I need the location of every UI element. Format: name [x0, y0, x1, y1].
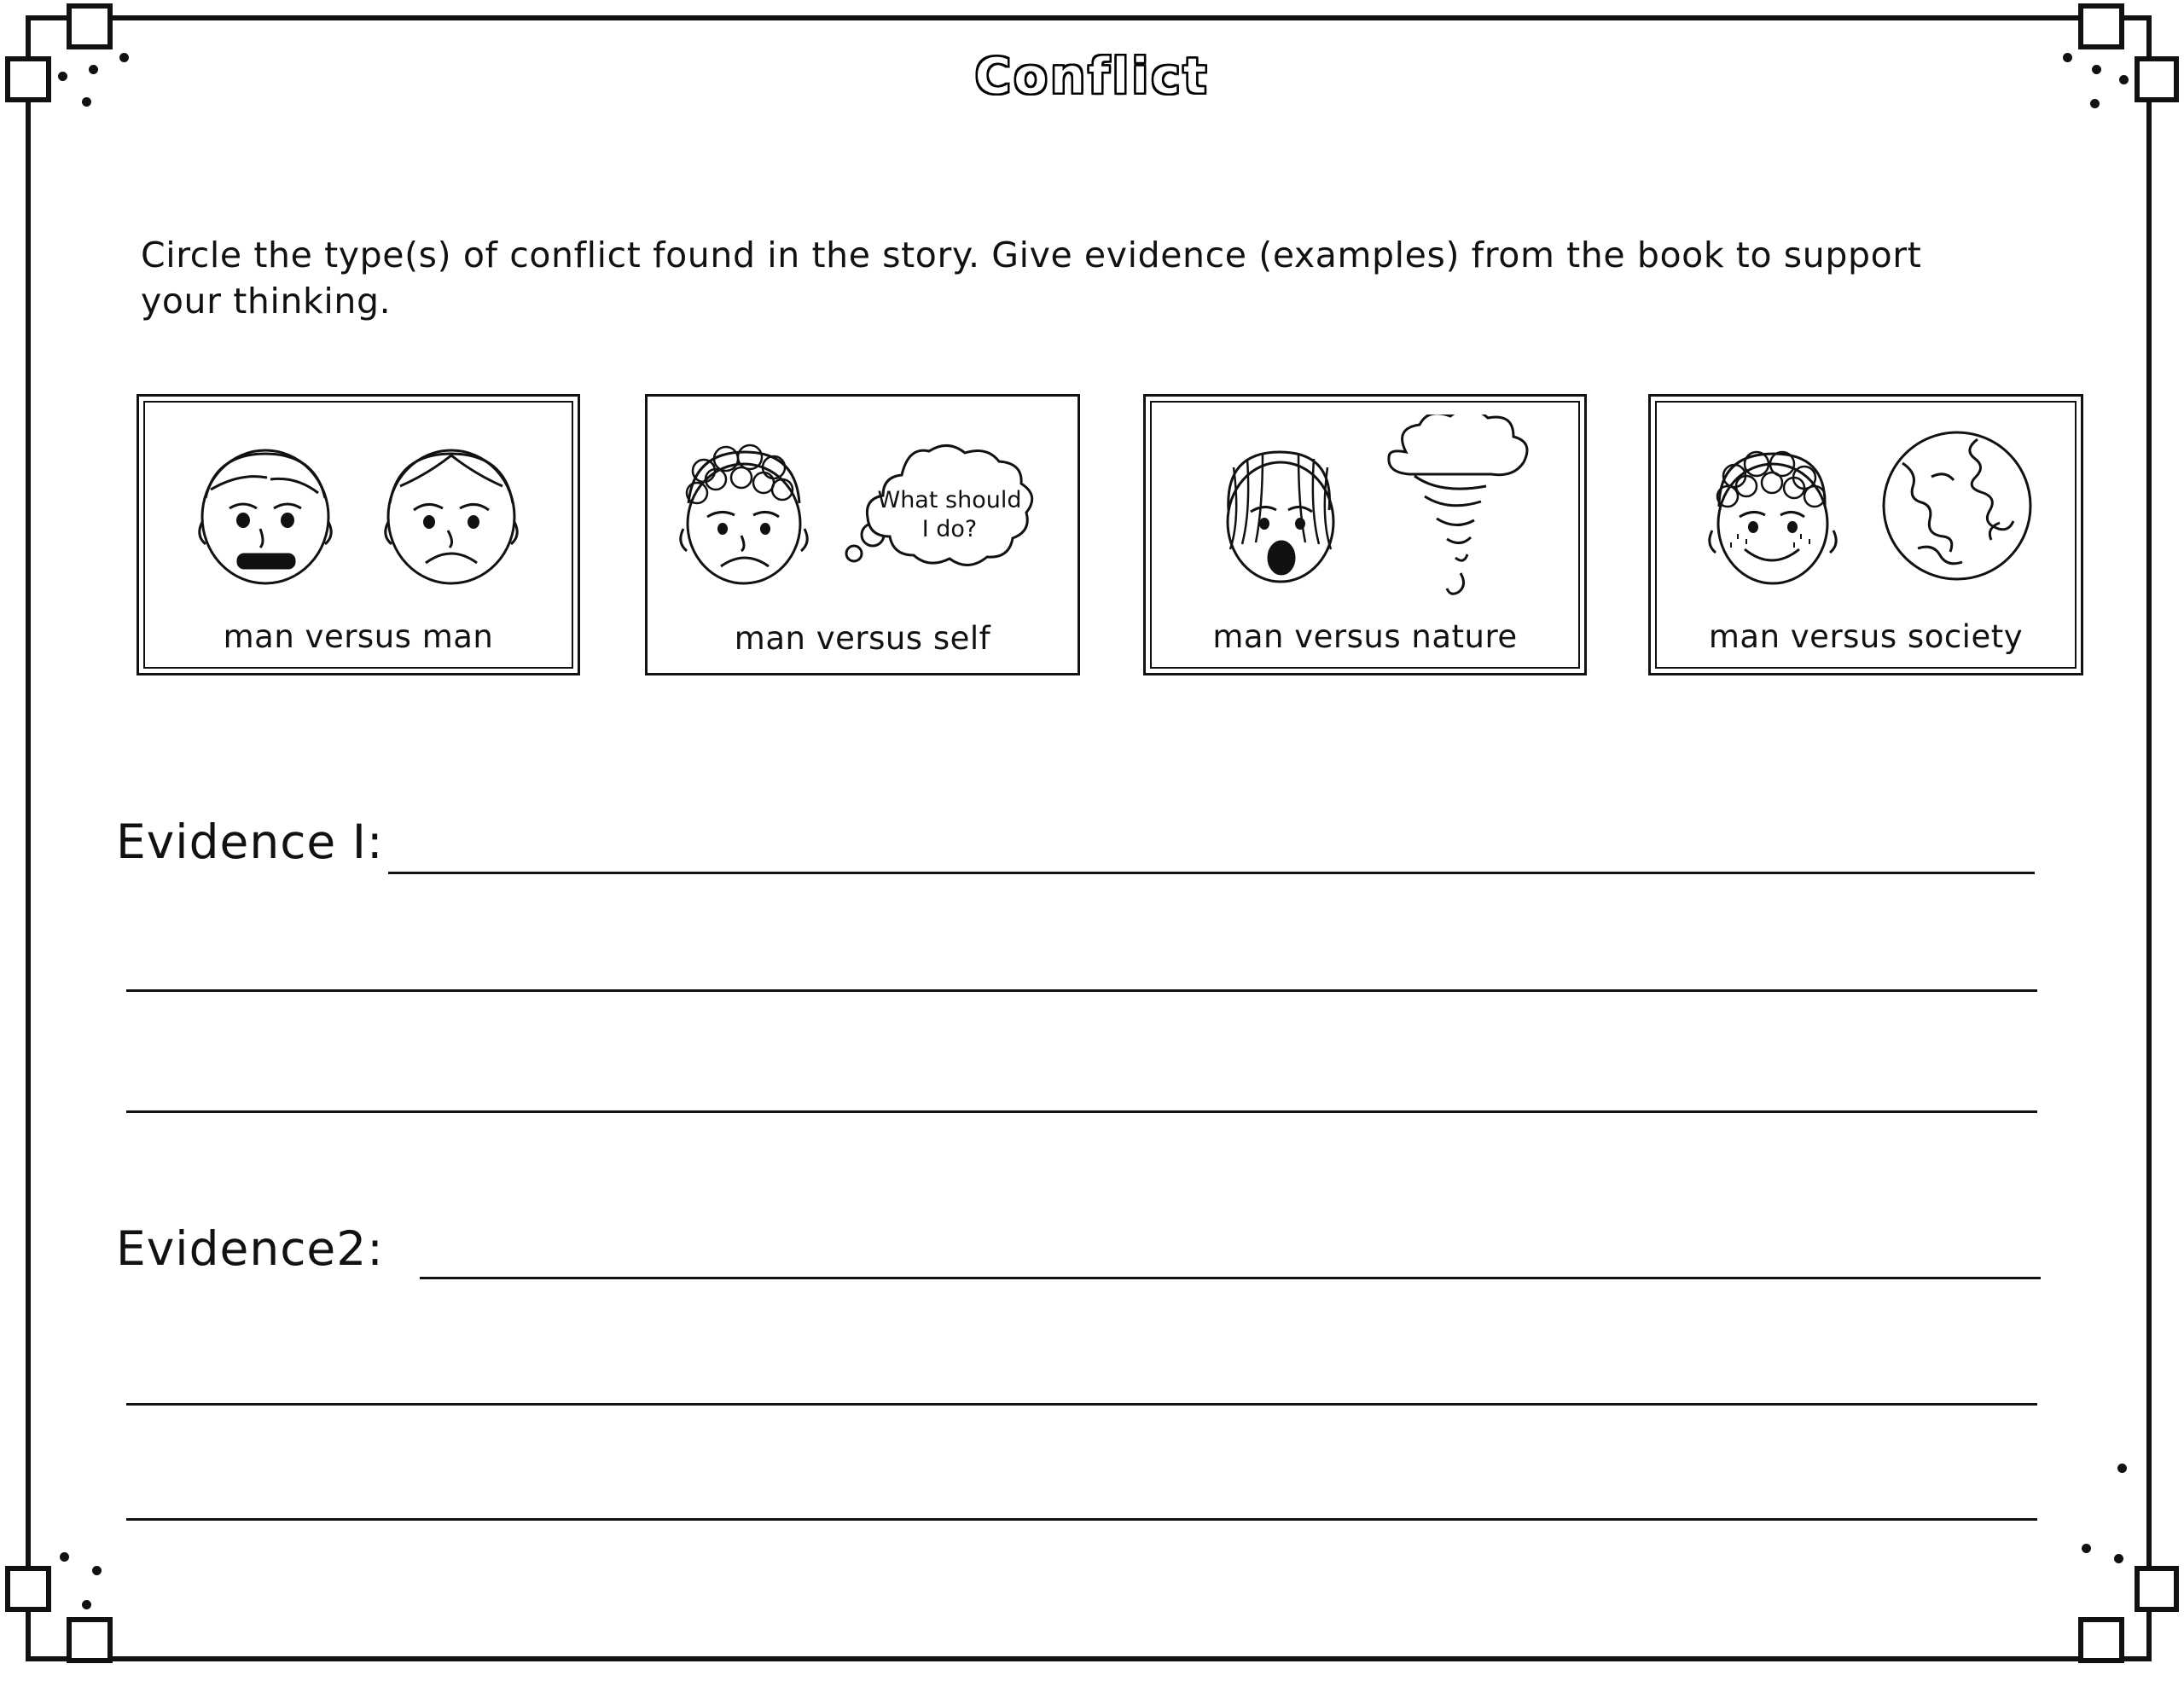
face-with-tornado-icon [1152, 408, 1578, 604]
evidence-1-line-2[interactable] [126, 989, 2037, 992]
corner-square-bottom-right-b [2078, 1617, 2124, 1663]
corner-dot [2117, 1464, 2127, 1473]
corner-square-top-left-b [67, 3, 113, 49]
conflict-card-man-versus-man[interactable] [136, 394, 580, 675]
conflict-card-label: man versus nature [1212, 618, 1518, 655]
face-with-globe-icon [1657, 408, 2075, 604]
evidence-2-line-1[interactable] [420, 1277, 2041, 1279]
conflict-card-man-versus-nature[interactable] [1143, 394, 1587, 675]
conflict-type-list [136, 394, 2056, 684]
page-title: Conflict [974, 47, 1210, 105]
instructions-text: Circle the type(s) of conflict found in the story. Give evidence (examples) from the book to support your thinking. [141, 235, 1922, 322]
conflict-card-man-versus-society[interactable] [1648, 394, 2083, 675]
conflict-card-label: man versus self [734, 620, 991, 657]
two-angry-faces-icon [145, 408, 572, 604]
face-with-thought-bubble-icon [652, 406, 1073, 602]
conflict-card-man-versus-self[interactable] [645, 394, 1080, 675]
conflict-card-label: man versus society [1708, 618, 2024, 655]
corner-square-bottom-left-b [67, 1617, 113, 1663]
conflict-card-label: man versus man [223, 618, 494, 655]
corner-dot [92, 1566, 102, 1575]
evidence-2-label: Evidence2: [116, 1221, 384, 1276]
corner-dot [2082, 1544, 2091, 1553]
corner-dot [60, 1552, 69, 1562]
evidence-1-label: Evidence I: [116, 815, 384, 869]
evidence-2-line-3[interactable] [126, 1518, 2037, 1521]
evidence-2-line-2[interactable] [126, 1403, 2037, 1406]
thought-bubble-line-2: I do? [921, 516, 978, 542]
corner-square-bottom-left-a [5, 1566, 51, 1612]
evidence-1-line-1[interactable] [388, 872, 2035, 874]
thought-bubble-line-1: What should [877, 487, 1022, 513]
evidence-1-line-3[interactable] [126, 1110, 2037, 1113]
corner-square-top-right-a [2078, 3, 2124, 49]
corner-dot [82, 1600, 91, 1609]
corner-square-bottom-right-a [2135, 1566, 2179, 1612]
corner-dot [2114, 1554, 2123, 1563]
